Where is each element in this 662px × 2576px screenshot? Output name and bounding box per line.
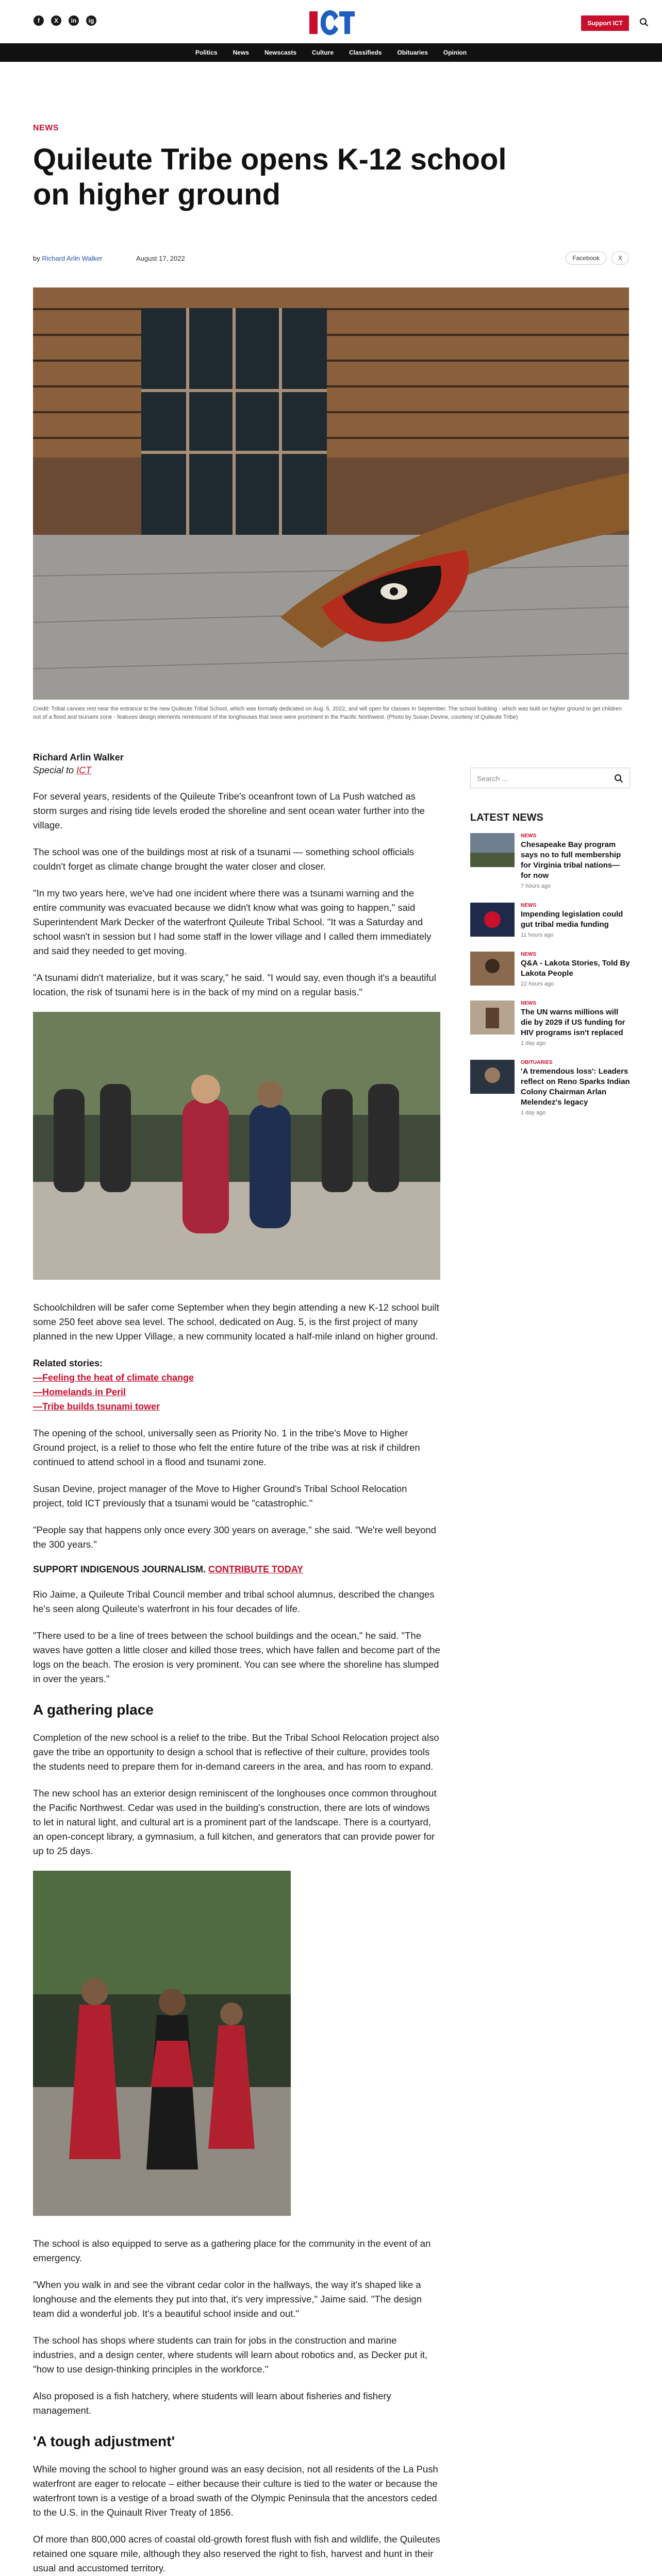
support-text: SUPPORT INDIGENOUS JOURNALISM. bbox=[33, 1564, 206, 1574]
share-buttons bbox=[566, 251, 629, 265]
search-placeholder: Search ... bbox=[477, 774, 508, 783]
list-item[interactable] bbox=[470, 833, 630, 889]
list-item[interactable] bbox=[470, 1060, 630, 1116]
nav-news[interactable]: News bbox=[233, 49, 249, 56]
paragraph: Rio Jaime, a Quileute Tribal Council member and tribal school alumnus, described the changes he's seen along Quileute's waterfront in his four decades of life. bbox=[33, 1589, 435, 1614]
paragraph: "People say that happens only once every 300 years on average," she said. "We're well beyond the 300 years." bbox=[33, 1524, 436, 1550]
paragraph: The school has shops where students can train for jobs in the construction and marine industries, and a design center, where students will learn about robotics and, as Decker put it, "how to use design-thinking principles in the workforce." bbox=[33, 2335, 428, 2375]
special-ict-link[interactable]: ICT bbox=[76, 765, 92, 775]
article-body bbox=[33, 752, 440, 2576]
list-item[interactable] bbox=[470, 952, 630, 987]
x-icon[interactable]: X bbox=[51, 15, 61, 26]
social-links bbox=[34, 15, 96, 26]
instagram-icon[interactable]: ig bbox=[86, 15, 96, 26]
sidebar-search-input[interactable] bbox=[470, 768, 630, 788]
related-title: Related stories: bbox=[33, 1358, 103, 1368]
news-tag: NEWS bbox=[521, 952, 536, 957]
related-link-tsunami-tower[interactable]: —Tribe builds tsunami tower bbox=[33, 1401, 160, 1412]
news-time: 22 hours ago bbox=[521, 981, 554, 987]
byline-prefix: by bbox=[33, 255, 40, 262]
latest-news-title: LATEST NEWS bbox=[470, 812, 543, 823]
nav-obituaries[interactable]: Obituaries bbox=[397, 49, 428, 56]
dancers-photo bbox=[33, 1871, 291, 2216]
related-link-climate[interactable]: —Feeling the heat of climate change bbox=[33, 1372, 194, 1383]
nav-classifieds[interactable]: Classifieds bbox=[349, 49, 382, 56]
ict-logo[interactable] bbox=[305, 9, 357, 36]
support-ict-button[interactable]: Support ICT bbox=[581, 15, 629, 31]
paragraph: "In my two years here, we've had one incident where there was a tsunami warning and the entire community was evacuated because we didn't know what was going to happen," said Superintendent Mark Decker of the waterfront Quileute Tribal School. "It was a Saturday and school wasn't in session but I had some staff in the lower village and I called them immediately and said they needed to get moving. bbox=[33, 888, 432, 956]
main-nav bbox=[0, 43, 662, 62]
news-time: 1 day ago bbox=[521, 1110, 546, 1116]
paragraph: "When you walk in and see the vibrant cedar color in the hallways, the way it's shaped like a longhouse and the elements they put into that, it's very impressive," Jaime said. "The design team did a wonderful job. It's a beautiful school inside and out." bbox=[33, 2279, 422, 2319]
list-item[interactable] bbox=[470, 1001, 630, 1046]
publish-date: August 17, 2022 bbox=[136, 255, 185, 262]
byline bbox=[33, 255, 629, 270]
paragraph: While moving the school to higher ground was an easy decision, not all residents of the La Push waterfront are eager to relocate – either because their culture is tied to the water or because the waterfront town is a vestige of a broad swath of the Olympic Peninsula that the ancestors ceded to the U.S. in the Quinault River Treaty of 1856. bbox=[33, 2464, 438, 2518]
share-x-button[interactable]: X bbox=[611, 251, 629, 265]
news-title[interactable]: Impending legislation could gut tribal media funding bbox=[521, 910, 623, 929]
sidebar bbox=[470, 768, 662, 1129]
list-item[interactable] bbox=[470, 903, 630, 938]
author-link[interactable]: Richard Arlin Walker bbox=[42, 255, 103, 262]
news-tag: NEWS bbox=[521, 903, 536, 908]
paragraph: The opening of the school, universally seen as Priority No. 1 in the tribe's Move to Higher Ground project, is a relief to those who felt the entire future of the tribe was at risk if children continued to attend school in a flood and tsunami zone. bbox=[33, 1428, 420, 1467]
news-time: 1 day ago bbox=[521, 1040, 546, 1046]
nav-newscasts[interactable]: Newscasts bbox=[264, 49, 297, 56]
hero-caption: Credit: Tribal canoes rest near the entrance to the new Quileute Tribal School, which was formally dedicated on Aug. 5, 2022, and will open for classes in September. The school building - which was built on higher ground to get children out of a flood and tsunami zone - features design elements reminiscent of the longhouses that once were prominent in the Pacific Northwest. (Photo by Susan Devine, courtesy of Quileute Tribe) bbox=[33, 706, 622, 720]
news-title[interactable]: Chesapeake Bay program says no to full membership for Virginia tribal nations—for now bbox=[521, 840, 621, 880]
related-link-homelands[interactable]: —Homelands in Peril bbox=[33, 1387, 126, 1397]
paragraph: "There used to be a line of trees between the school buildings and the ocean," he said. "The waves have gotten a little closer and killed those trees, which have fallen and become part of the logs on the beach. The erosion is very prominent. You can see where the shoreline has slumped in over the years." bbox=[33, 1630, 440, 1684]
news-title[interactable]: Q&A - Lakota Stories, Told By Lakota People bbox=[521, 959, 630, 978]
site-header bbox=[0, 0, 662, 43]
share-facebook-button[interactable]: Facebook bbox=[566, 251, 606, 265]
nav-opinion[interactable]: Opinion bbox=[443, 49, 467, 56]
article-headline: Quileute Tribe opens K-12 school on higher ground bbox=[33, 143, 507, 211]
search-icon[interactable] bbox=[639, 18, 649, 27]
news-thumbnail[interactable] bbox=[470, 833, 515, 867]
paragraph: The new school has an exterior design reminiscent of the longhouses once common throughout the Pacific Northwest. Cedar was used in the building's construction, there are lots of windows to let in natural light, and cultural art is a prominent part of the landscape. There is a courtyard, an open-concept library, a gymnasium, a full kitchen, and generators that can provide power for up to 25 days. bbox=[33, 1788, 437, 1856]
hero-image bbox=[33, 287, 629, 700]
news-title[interactable]: 'A tremendous loss': Leaders reflect on Reno Sparks Indian Colony Chairman Arlan Melendez's legacy bbox=[521, 1067, 630, 1107]
search-icon[interactable] bbox=[614, 774, 623, 783]
news-tag: NEWS bbox=[521, 833, 536, 839]
paragraph: For several years, residents of the Quileute Tribe's oceanfront town of La Push watched as storm surges and rising tide levels eroded the shoreline and sent ocean water further into the village. bbox=[33, 791, 425, 831]
news-time: 7 hours ago bbox=[521, 883, 551, 889]
logo-text: ICT bbox=[331, 35, 332, 36]
section-heading: 'A tough adjustment' bbox=[33, 2433, 175, 2449]
article-header bbox=[33, 124, 629, 212]
special-prefix: Special to bbox=[33, 765, 74, 775]
ceremony-photo bbox=[33, 1012, 440, 1280]
nav-politics[interactable]: Politics bbox=[195, 49, 218, 56]
linkedin-icon[interactable]: in bbox=[69, 15, 79, 26]
news-title[interactable]: The UN warns millions will die by 2029 if US funding for HIV programs isn't replaced bbox=[521, 1008, 625, 1037]
facebook-icon[interactable]: f bbox=[34, 15, 44, 26]
paragraph: "A tsunami didn't materialize, but it was scary," he said. "I would say, even though it's a beautiful location, the risk of tsunami here is in the back of my mind on a regular basis." bbox=[33, 972, 436, 997]
paragraph: The school was one of the buildings most at risk of a tsunami — something school officials couldn't forget as climate change brought the water closer and closer. bbox=[33, 846, 414, 872]
nav-culture[interactable]: Culture bbox=[312, 49, 334, 56]
news-time: 11 hours ago bbox=[521, 932, 554, 938]
paragraph: Susan Devine, project manager of the Move to Higher Ground's Tribal School Relocation project, told ICT previously that a tsunami would be "catastrophic." bbox=[33, 1483, 407, 1509]
news-thumbnail[interactable] bbox=[470, 1001, 515, 1035]
paragraph: Also proposed is a fish hatchery, where students will learn about fisheries and fishery management. bbox=[33, 2391, 391, 2416]
paragraph: Schoolchildren will be safer come September when they begin attending a new K-12 school built some 250 feet above sea level. The school, dedicated on Aug. 5, is the first project of many planned in the new Upper Village, a new community located a half-mile inland on higher ground. bbox=[33, 1302, 439, 1342]
paragraph: The school is also equipped to serve as a gathering place for the community in the event of an emergency. bbox=[33, 2238, 431, 2263]
section-heading: A gathering place bbox=[33, 1702, 154, 1718]
news-tag: NEWS bbox=[521, 1001, 536, 1006]
news-tag: OBITUARIES bbox=[521, 1060, 553, 1065]
body-author: Richard Arlin Walker bbox=[33, 752, 124, 762]
news-thumbnail[interactable] bbox=[470, 952, 515, 986]
category-kicker[interactable]: NEWS bbox=[33, 124, 59, 132]
special-to-line bbox=[33, 765, 440, 776]
paragraph: Completion of the new school is a relief to the tribe. But the Tribal School Relocation project also gave the tribe an opportunity to design a school that is reflective of their culture, provides tools the students need to prepare them for in-demand careers in the area, and has room to expand. bbox=[33, 1732, 439, 1772]
paragraph: Of more than 800,000 acres of coastal old-growth forest flush with fish and wildlife, the Quileutes retained one square mile, although they also reserved the right to fish, harvest and hunt in their usual and accustomed territory. bbox=[33, 2534, 440, 2573]
contribute-link[interactable]: CONTRIBUTE TODAY bbox=[208, 1564, 304, 1574]
related-stories bbox=[33, 1356, 440, 1414]
support-callout bbox=[33, 1564, 440, 1575]
news-thumbnail[interactable] bbox=[470, 1060, 515, 1094]
news-thumbnail[interactable] bbox=[470, 903, 515, 937]
